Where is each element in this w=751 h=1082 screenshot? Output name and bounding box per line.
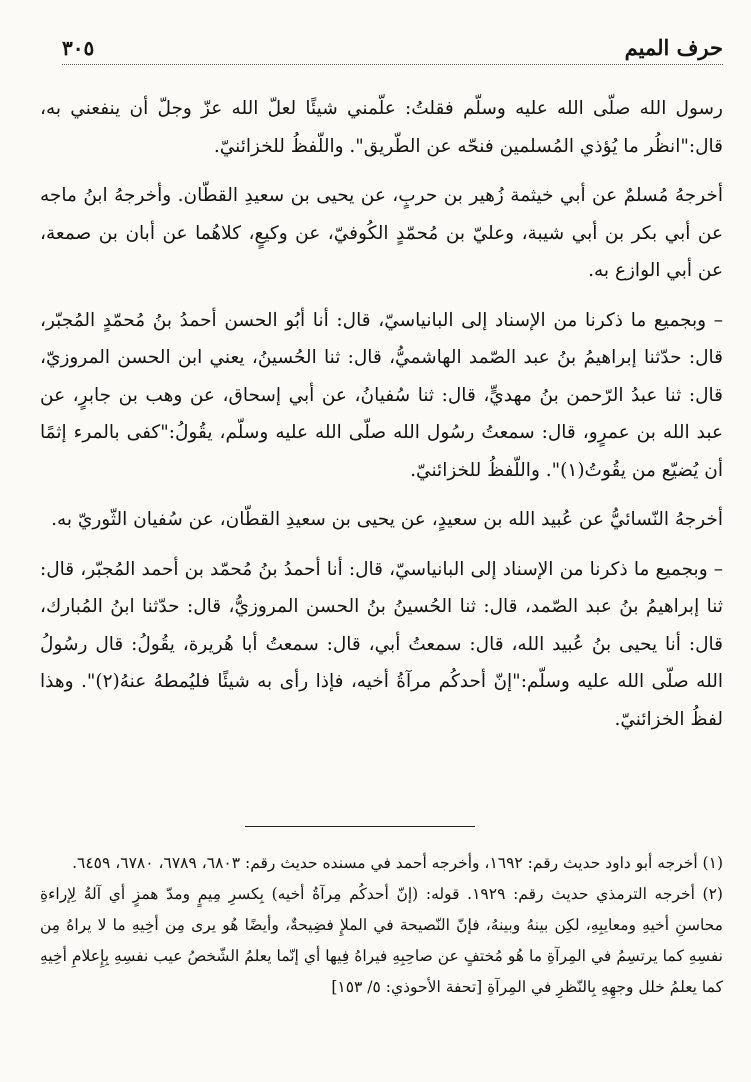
paragraph-4: أخرجهُ النّسائيُّ عن عُبيد الله بن سعيدٍ، عن يحيى بن سعيدِ القطّان، عن سُفيان الثّوريّ به. xyxy=(51,509,723,530)
page-number: ٣٠٥ xyxy=(62,36,95,60)
footnote-1: (١) أخرجه أبو داود حديث رقم: ١٦٩٢، وأخرجه أحمد في مسنده حديث رقم: ٦٨٠٣، ٦٧٨٩، ٦٧٨٠، ٦٤٥٩. xyxy=(72,854,723,872)
footnote-divider xyxy=(245,826,475,827)
page-header xyxy=(62,32,723,65)
main-text xyxy=(40,90,723,738)
paragraph-1: رسول الله صلّى الله عليه وسلّم فقلتُ: علّمني شيئًا لعلّ الله عزّ وجلّ أن ينفعني به، قال:"انظُر ما يُؤذي المُسلمين فنحّه عن الطّريق". واللّفظُ للخزائنيّ. xyxy=(40,98,723,157)
footnote-2: (٢) أخرجه الترمذي حديث رقم: ١٩٢٩. قوله: (إنّ أحدكُم مِرآةُ أخيه) بِكسرِ مِيمٍ ومدّ همزٍ أي آلةُ لِإراءةِ محاسنِ أخيهِ ومعايبِهِ، لكِن بينهُ وبينهُ، فإنّ النّصيحة في الملإِ فضِيحةٌ، وأيضًا هُو يرى مِن أخِيهِ ما لا يراهُ مِن نفسِهِ كما يرتسِمُ في المِرآةِ ما هُو مُختفٍ عن صاحِبِهِ فيراهُ فِيها أي إنّما يعلمُ الشّخصُ عيب نفسِهِ بِإِعلامِ أخِيهِ كما يعلمُ خلل وجهِهِ بِالنّظرِ في المِرآةِ [تحفة الأحوذي: ٥/ ١٥٣] xyxy=(40,885,723,996)
footnotes xyxy=(40,848,723,1003)
chapter-title: حرف الميم xyxy=(624,35,723,60)
paragraph-3: – وبجميع ما ذكرنا من الإسناد إلى البانياسيّ، قال: أنا أبُو الحسن أحمدُ بنُ مُحمّدٍ المُجبّر، قال: حدّثنا إبراهيمُ بنُ عبد الصّمد الهاشميُّ، قال: ثنا الحُسينُ، يعني ابن الحسن المروزيّ، قال: ثنا عبدُ الرّحمن بنُ مهديٍّ، قال: ثنا سُفيانُ، عن أبي إسحاق، عن وهب بن جابرٍ، عن عبد الله بن عمرٍو، قال: سمعتُ رسُول الله صلّى الله عليه وسلّم، يقُولُ:"كفى بالمرء إثمًا أن يُضيّع من يقُوتُ(١)". واللّفظُ للخزائنيّ. xyxy=(40,309,723,481)
paragraph-5: – وبجميع ما ذكرنا من الإسناد إلى البانياسيّ، قال: أنا أحمدُ بنُ مُحمّد بن أحمد المُجبّر، قال: ثنا إبراهيمُ بنُ عبد الصّمد، قال: ثنا الحُسينُ بنُ الحسن المروزيُّ، قال: حدّثنا ابنُ المُبارك، قال: أنا يحيى بنُ عُبيد الله، قال: سمعتُ أبي، قال: سمعتُ أبا هُريرة، يقُولُ: قال رسُولُ الله صلّى الله عليه وسلّم:"إنّ أحدكُم مرآةُ أخيه، فإذا رأى به شيئًا فليُمطهُ عنهُ(٢)". وهذا لفظُ الخزائنيّ. xyxy=(40,558,723,730)
paragraph-2: أخرجهُ مُسلمٌ عن أبي خيثمة زُهير بن حربٍ، عن يحيى بن سعيدِ القطّان. وأخرجهُ ابنُ ماجه عن أبي بكر بن أبي شيبة، وعليّ بن مُحمّدٍ الكُوفيّ، عن وكيعٍ، كلاهُما عن أبان بن صمعة، عن أبي الوازع به. xyxy=(40,185,723,281)
